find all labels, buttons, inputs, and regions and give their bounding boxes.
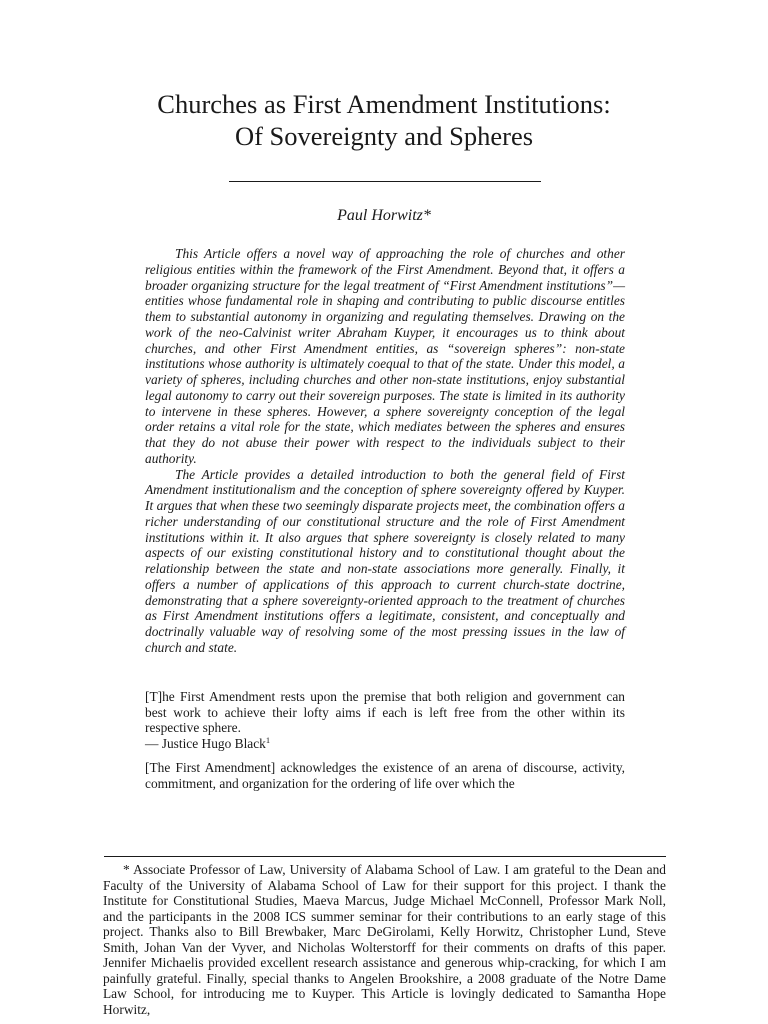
author-name: Paul Horwitz* — [337, 207, 431, 224]
epigraph-2 — [145, 760, 625, 791]
title-divider — [229, 181, 541, 182]
abstract-paragraph-2: The Article provides a detailed introduction to both the general field of First Amendment institutionalism and the conception of sphere sovereignty offered by Kuyper. It argues that when these two seemingly disparate projects meet, the combination offers a richer understanding of our constitutional structure and the role of First Amendment institutions within it. It also argues that sphere sovereignty is closely related to many aspects of our existing constitutional history and to constitutional thought about the relationship between the state and non-state associations more generally. Finally, it offers a number of applications of this approach to current church-state doctrine, demonstrating that a sphere sovereignty-oriented approach to the treatment of churches as First Amendment institutions offers a legitimate, consistent, and conceptually and doctrinally valuable way of resolving some of the most pressing issues in the law of church and state. — [145, 466, 625, 655]
epigraph-1 — [145, 689, 625, 751]
epigraph-1-quote: [T]he First Amendment rests upon the premise that both religion and government can best work to achieve their lofty aims if each is left free from the other within its respective sphere. — [145, 689, 625, 735]
abstract-paragraph-1: This Article offers a novel way of approaching the role of churches and other religious entities within the framework of the First Amendment. Beyond that, it offers a broader organizing structure for the legal treatment of “First Amendment institutions”—entities whose fundamental role in shaping and contributing to public discourse entitles them to substantial autonomy in organizing and regulating themselves. Drawing on the work of the neo-Calvinist writer Abraham Kuyper, it encourages us to think about churches, and other First Amendment entities, as “sovereign spheres”: non-state institutions whose authority is ultimately coequal to that of the state. Under this model, a variety of spheres, including churches and other non-state institutions, enjoy substantial legal autonomy to carry out their sovereign purposes. The state is limited in its authority to intervene in these spheres. However, a sphere sovereignty conception of the legal order retains a vital role for the state, which mediates between the spheres and ensures that they do not abuse their power with respect to the individuals subject to their authority. — [145, 246, 625, 466]
footnote-ref: 1 — [265, 734, 271, 745]
epigraph-1-attribution-text: — Justice Hugo Black — [145, 735, 266, 751]
abstract — [145, 246, 625, 656]
title-line-2: Of Sovereignty and Spheres — [234, 121, 534, 151]
article-title — [0, 88, 768, 152]
title-line-1: Churches as First Amendment Institutions: — [157, 89, 611, 119]
epigraph-1-attribution — [145, 736, 625, 752]
footnote-divider — [104, 856, 666, 857]
epigraph-2-quote: [The First Amendment] acknowledges the existence of an arena of discourse, activity, commitment, and organization for the ordering of life over which the — [145, 760, 625, 791]
footnote-text: * Associate Professor of Law, University of Alabama School of Law. I am grateful to the Dean and Faculty of the University of Alabama School of Law for their support for this project. I thank the Institute for Constitutional Studies, Maeva Marcus, Judge Michael McConnell, Professor Mark Noll, and the participants in the 2008 ICS summer seminar for their contributions to an early stage of this project. Thanks also to Bill Brewbaker, Marc DeGirolami, Kelly Horwitz, Christopher Lund, Steve Smith, Johan Van der Vyver, and Nicholas Wolterstorff for their comments on drafts of this paper. Jennifer Michaelis provided excellent research assistance and generous whip-cracking, for which I am painfully grateful. Finally, special thanks to Angelen Brookshire, a 2008 graduate of the Notre Dame Law School, for introducing me to Kuyper. This Article is lovingly dedicated to Samantha Hope Horwitz, — [103, 862, 666, 1017]
footnote — [103, 862, 666, 1017]
